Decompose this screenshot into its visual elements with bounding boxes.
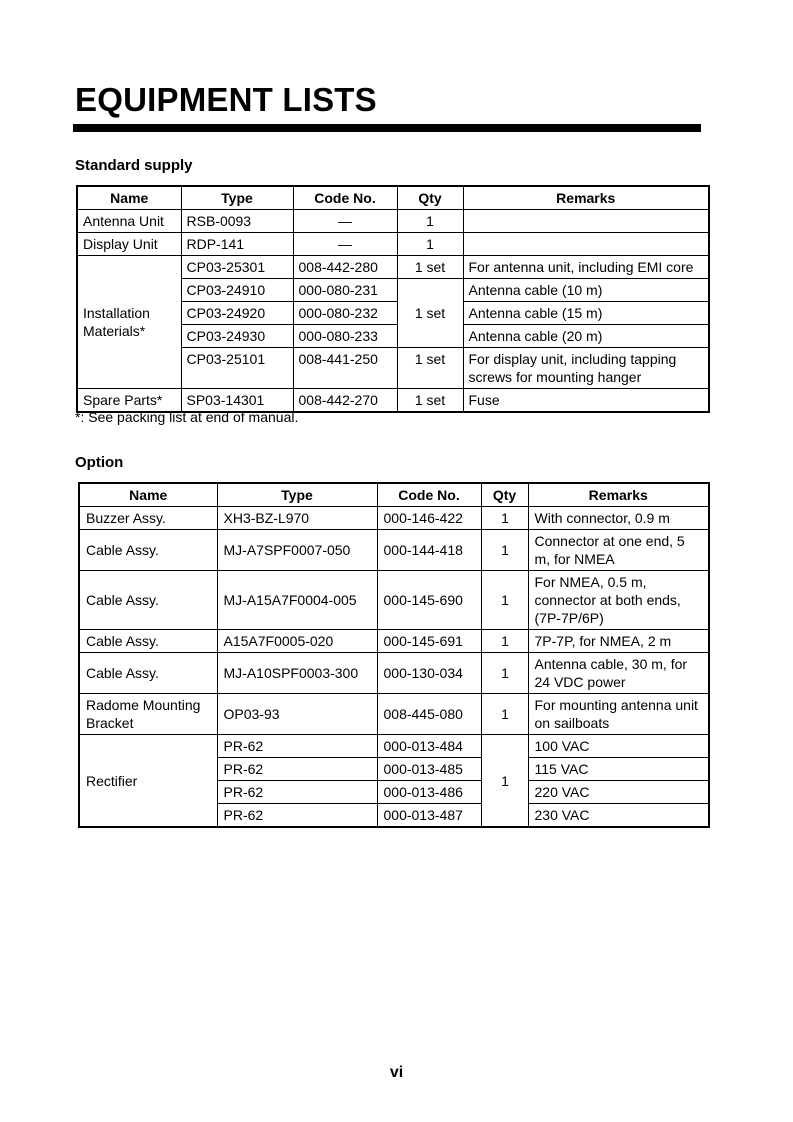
cell-code: — (293, 233, 397, 256)
header-type: Type (217, 483, 377, 507)
cell-remarks: For antenna unit, including EMI core (463, 256, 709, 279)
cell-type: CP03-25301 (181, 256, 293, 279)
cell-name: Antenna Unit (77, 210, 181, 233)
cell-qty: 1 set (397, 348, 463, 389)
cell-type: RDP-141 (181, 233, 293, 256)
page-title: EQUIPMENT LISTS (75, 81, 377, 118)
cell-type: CP03-24910 (181, 279, 293, 302)
cell-code: — (293, 210, 397, 233)
cell-name: Spare Parts* (77, 389, 181, 413)
cell-remarks: 220 VAC (528, 781, 709, 804)
cell-remarks: Connector at one end, 5 m, for NMEA (528, 530, 709, 571)
cell-name: Cable Assy. (79, 653, 217, 694)
cell-type: CP03-24930 (181, 325, 293, 348)
cell-qty: 1 (481, 507, 528, 530)
header-qty: Qty (481, 483, 528, 507)
cell-qty: 1 (397, 233, 463, 256)
cell-qty: 1 (481, 630, 528, 653)
cell-type: CP03-25101 (181, 348, 293, 389)
cell-qty: 1 (481, 530, 528, 571)
title-rule (73, 124, 701, 132)
cell-qty: 1 (481, 571, 528, 630)
header-name: Name (79, 483, 217, 507)
cell-code: 008-442-280 (293, 256, 397, 279)
cell-qty-group: 1 (481, 735, 528, 828)
table-header-row (77, 186, 709, 210)
cell-type: PR-62 (217, 735, 377, 758)
table-row (77, 233, 709, 256)
cell-type: OP03-93 (217, 694, 377, 735)
cell-name-installation: Installation Materials* (77, 256, 181, 389)
cell-qty-group: 1 set (397, 279, 463, 348)
cell-code: 000-146-422 (377, 507, 481, 530)
header-code: Code No. (377, 483, 481, 507)
cell-remarks: 230 VAC (528, 804, 709, 828)
header-qty: Qty (397, 186, 463, 210)
table-row (79, 571, 709, 630)
cell-code: 000-013-484 (377, 735, 481, 758)
table-row (77, 210, 709, 233)
cell-code: 000-013-487 (377, 804, 481, 828)
cell-type: CP03-24920 (181, 302, 293, 325)
cell-code: 000-013-486 (377, 781, 481, 804)
cell-code: 000-080-233 (293, 325, 397, 348)
standard-supply-heading: Standard supply (75, 157, 193, 174)
cell-remarks: Fuse (463, 389, 709, 413)
table-header-row (79, 483, 709, 507)
cell-remarks (463, 233, 709, 256)
page-number: vi (389, 1064, 404, 1081)
cell-remarks: Antenna cable, 30 m, for 24 VDC power (528, 653, 709, 694)
cell-type: MJ-A15A7F0004-005 (217, 571, 377, 630)
cell-name: Buzzer Assy. (79, 507, 217, 530)
cell-type: PR-62 (217, 781, 377, 804)
cell-type: PR-62 (217, 804, 377, 828)
cell-code: 008-442-270 (293, 389, 397, 413)
cell-name: Cable Assy. (79, 530, 217, 571)
cell-type: SP03-14301 (181, 389, 293, 413)
option-heading: Option (75, 454, 124, 471)
cell-remarks: 100 VAC (528, 735, 709, 758)
table-row (79, 630, 709, 653)
cell-remarks: Antenna cable (10 m) (463, 279, 709, 302)
table-row (79, 694, 709, 735)
header-type: Type (181, 186, 293, 210)
cell-remarks: For display unit, including tapping screws for mounting hanger (463, 348, 709, 389)
cell-code: 000-130-034 (377, 653, 481, 694)
table-row (79, 507, 709, 530)
cell-type: PR-62 (217, 758, 377, 781)
cell-remarks (463, 210, 709, 233)
cell-code: 008-445-080 (377, 694, 481, 735)
cell-remarks: 115 VAC (528, 758, 709, 781)
cell-name: Display Unit (77, 233, 181, 256)
cell-remarks: With connector, 0.9 m (528, 507, 709, 530)
cell-remarks: Antenna cable (15 m) (463, 302, 709, 325)
table-row (79, 735, 709, 758)
cell-qty: 1 (481, 653, 528, 694)
cell-type: MJ-A10SPF0003-300 (217, 653, 377, 694)
header-remarks: Remarks (463, 186, 709, 210)
header-remarks: Remarks (528, 483, 709, 507)
cell-code: 000-145-691 (377, 630, 481, 653)
cell-type: A15A7F0005-020 (217, 630, 377, 653)
cell-code: 000-144-418 (377, 530, 481, 571)
cell-remarks: For NMEA, 0.5 m, connector at both ends, (7P-7P/6P) (528, 571, 709, 630)
cell-type: RSB-0093 (181, 210, 293, 233)
cell-remarks: Antenna cable (20 m) (463, 325, 709, 348)
table-row (79, 530, 709, 571)
table-row (77, 256, 709, 279)
header-code: Code No. (293, 186, 397, 210)
cell-code: 000-080-231 (293, 279, 397, 302)
cell-name-rectifier: Rectifier (79, 735, 217, 828)
cell-name: Radome Mounting Bracket (79, 694, 217, 735)
cell-remarks: 7P-7P, for NMEA, 2 m (528, 630, 709, 653)
cell-name: Cable Assy. (79, 571, 217, 630)
cell-code: 000-080-232 (293, 302, 397, 325)
cell-type: XH3-BZ-L970 (217, 507, 377, 530)
footnote: *: See packing list at end of manual. (75, 409, 299, 425)
cell-qty: 1 (397, 210, 463, 233)
cell-name: Cable Assy. (79, 630, 217, 653)
cell-remarks: For mounting antenna unit on sailboats (528, 694, 709, 735)
table-row (79, 653, 709, 694)
header-name: Name (77, 186, 181, 210)
option-table (78, 482, 710, 828)
cell-code: 008-441-250 (293, 348, 397, 389)
cell-qty: 1 set (397, 389, 463, 413)
cell-qty: 1 set (397, 256, 463, 279)
cell-type: MJ-A7SPF0007-050 (217, 530, 377, 571)
cell-code: 000-013-485 (377, 758, 481, 781)
standard-supply-table (76, 185, 710, 413)
cell-code: 000-145-690 (377, 571, 481, 630)
cell-qty: 1 (481, 694, 528, 735)
